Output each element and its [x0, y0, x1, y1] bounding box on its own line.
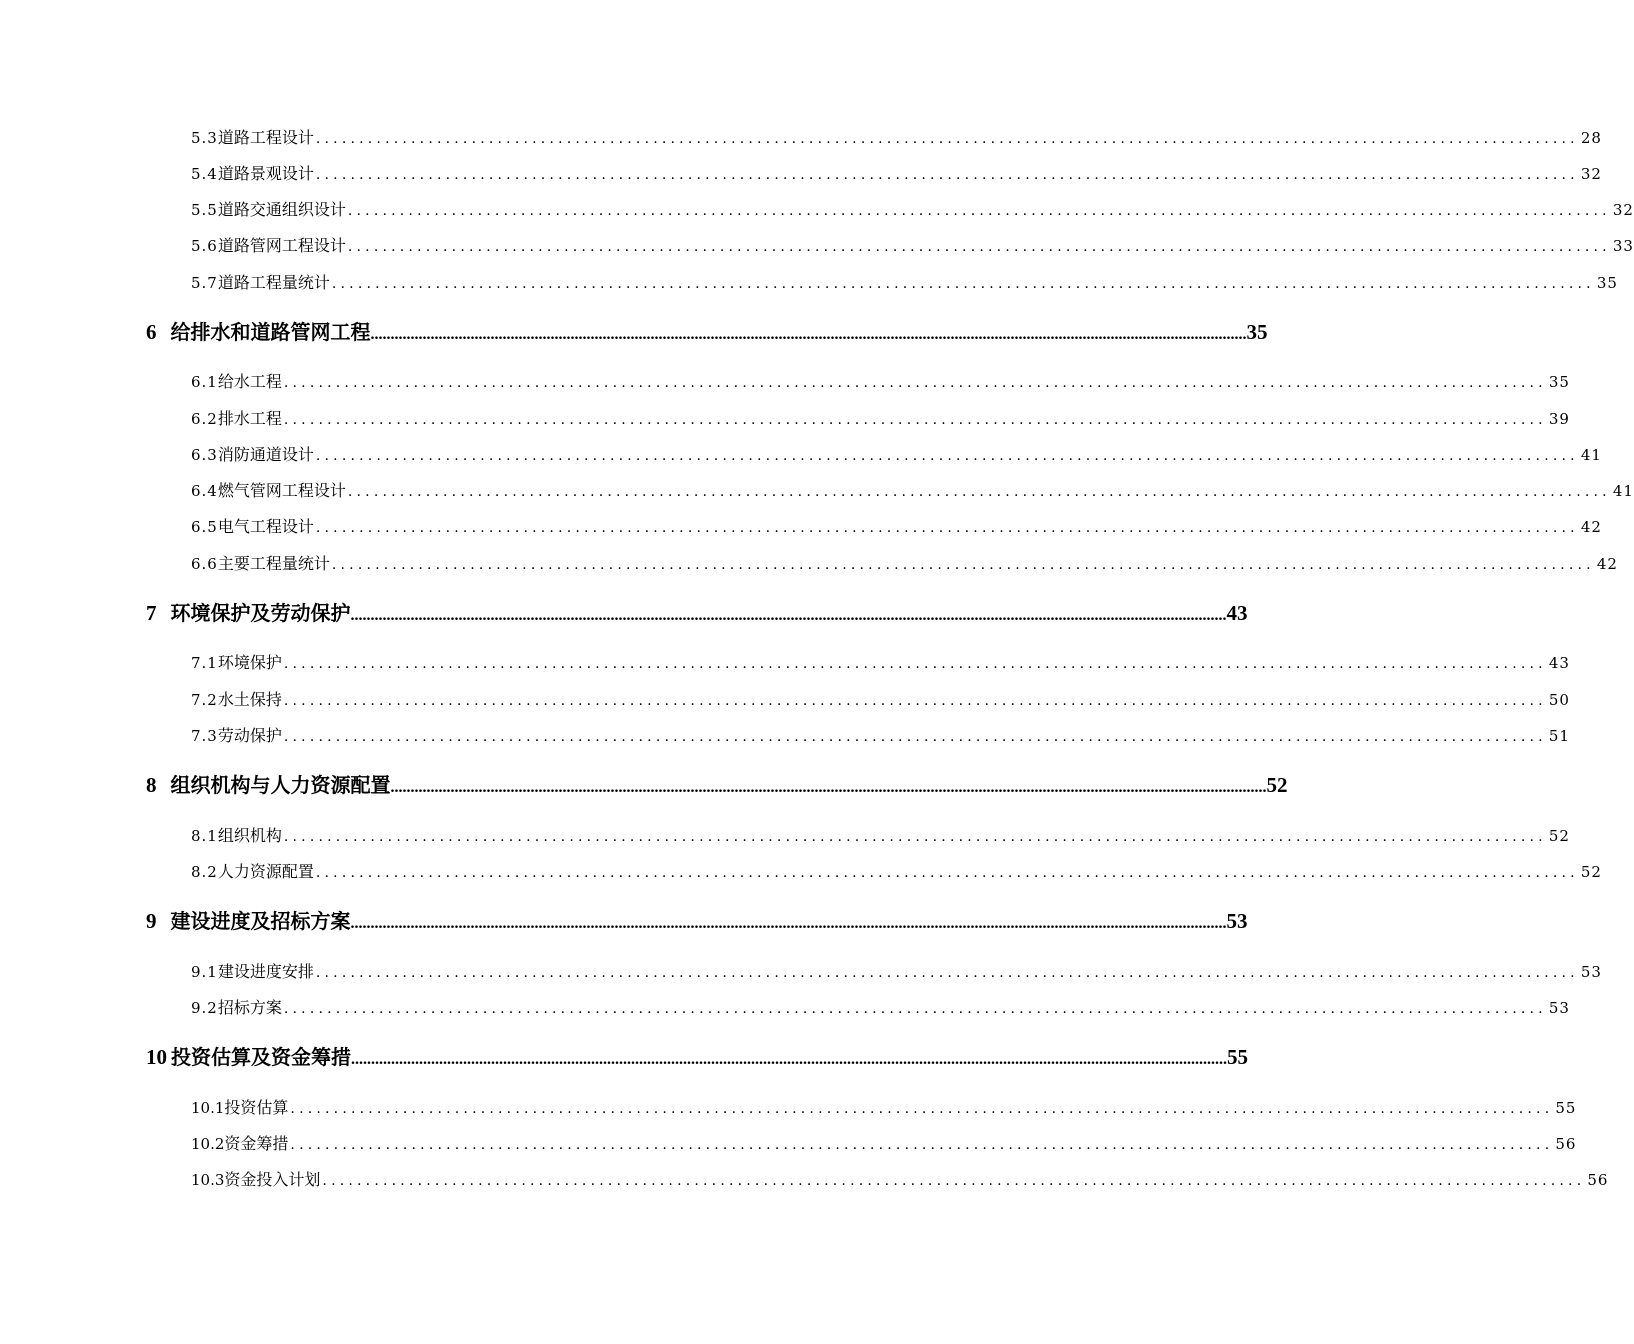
- toc-chapter-page: 43: [1226, 601, 1248, 625]
- dot-leader: ..................................................................................................................................................: [315, 965, 1579, 981]
- toc-entry-page: 56: [1587, 1171, 1609, 1189]
- toc-entry-page: 28: [1580, 129, 1602, 147]
- toc-entry-5-7[interactable]: [191, 272, 1618, 295]
- toc-chapter-number: 9: [146, 909, 157, 933]
- toc-entry-title: 组织机构: [217, 826, 282, 845]
- toc-entry-8-1[interactable]: [191, 825, 1570, 848]
- toc-entry-number: 5.5: [191, 201, 218, 219]
- toc-entry-page: 35: [1596, 274, 1618, 292]
- toc-entry-5-4[interactable]: [191, 163, 1602, 186]
- dot-leader: ..................................................................................................................................................: [283, 656, 1547, 672]
- dot-leader: ..................................................................................................................................................: [290, 1137, 1554, 1153]
- dot-leader: ..................................................................................................................................................: [331, 276, 1595, 292]
- toc-entry-number: 6.1: [191, 373, 218, 391]
- toc-entry-title: 人力资源配置: [217, 862, 314, 881]
- dot-leader: ..................................................................................................................................................: [283, 729, 1547, 745]
- toc-entry-number: 7.2: [191, 691, 218, 709]
- toc-entry-number: 6.5: [191, 518, 218, 536]
- dot-leader: ..................................................................................................................................................: [283, 829, 1547, 845]
- toc-chapter-title: 环境保护及劳动保护: [170, 601, 351, 625]
- toc-entry-10-1[interactable]: [191, 1097, 1577, 1120]
- toc-entry-number: 8.2: [191, 863, 218, 881]
- toc-entry-title: 主要工程量统计: [217, 554, 330, 573]
- toc-chapter-page: 52: [1266, 773, 1288, 797]
- toc-entry-page: 43: [1548, 654, 1570, 672]
- toc-entry-5-3[interactable]: [191, 127, 1602, 150]
- toc-entry-7-3[interactable]: [191, 725, 1570, 748]
- toc-entry-number: 5.6: [191, 237, 218, 255]
- toc-chapter-number: 10: [146, 1045, 167, 1069]
- dot-leader: ..................................................................................................................................................: [322, 1173, 1586, 1189]
- toc-chapter-title: 建设进度及招标方案: [170, 909, 351, 933]
- toc-entry-page: 41: [1612, 482, 1634, 500]
- dot-leader: ..................................................................................................................................................: [283, 375, 1547, 391]
- toc-entry-title: 资金投入计划: [224, 1170, 321, 1189]
- toc-chapter-number: 6: [146, 320, 157, 344]
- toc-entry-title: 资金筹措: [224, 1134, 289, 1153]
- toc-entry-page: 52: [1580, 863, 1602, 881]
- dot-leader: ...........................................................................................................................................................................................................................: [390, 779, 1267, 796]
- toc-entry-title: 电气工程设计: [217, 517, 314, 536]
- toc-entry-8-2[interactable]: [191, 861, 1602, 884]
- toc-entry-number: 5.4: [191, 165, 218, 183]
- toc-entry-number: 7.3: [191, 727, 218, 745]
- toc-chapter-page: 55: [1227, 1045, 1248, 1069]
- dot-leader: ...........................................................................................................................................................................................................................: [350, 915, 1227, 932]
- toc-entry-6-4[interactable]: [191, 480, 1634, 503]
- toc-entry-title: 劳动保护: [217, 726, 282, 745]
- dot-leader: ..................................................................................................................................................: [283, 1001, 1547, 1017]
- toc-entry-page: 42: [1596, 555, 1618, 573]
- toc-chapter-6[interactable]: [146, 318, 1268, 349]
- dot-leader: ..................................................................................................................................................: [331, 557, 1595, 573]
- dot-leader: ..................................................................................................................................................: [347, 484, 1611, 500]
- toc-entry-6-1[interactable]: [191, 371, 1570, 394]
- toc-entry-number: 6.4: [191, 482, 218, 500]
- toc-chapter-8[interactable]: [146, 771, 1288, 802]
- toc-entry-page: 52: [1548, 827, 1570, 845]
- toc-entry-page: 50: [1548, 691, 1570, 709]
- toc-entry-number: 10.1: [191, 1099, 225, 1117]
- toc-entry-6-5[interactable]: [191, 516, 1602, 539]
- toc-entry-page: 35: [1548, 373, 1570, 391]
- toc-entry-page: 51: [1548, 727, 1570, 745]
- toc-entry-page: 53: [1580, 963, 1602, 981]
- dot-leader: ..................................................................................................................................................: [315, 131, 1579, 147]
- dot-leader: ..................................................................................................................................................: [347, 239, 1611, 255]
- dot-leader: ...........................................................................................................................................................................................................................: [370, 326, 1247, 343]
- toc-entry-title: 道路管网工程设计: [217, 236, 346, 255]
- toc-chapter-number: 8: [146, 773, 157, 797]
- toc-entry-number: 6.3: [191, 446, 218, 464]
- toc-entry-page: 39: [1548, 410, 1570, 428]
- toc-entry-number: 5.3: [191, 129, 218, 147]
- toc-entry-9-2[interactable]: [191, 997, 1570, 1020]
- toc-entry-number: 7.1: [191, 654, 218, 672]
- toc-entry-number: 6.6: [191, 555, 218, 573]
- toc-entry-6-3[interactable]: [191, 444, 1602, 467]
- toc-entry-number: 5.7: [191, 274, 218, 292]
- toc-entry-title: 环境保护: [217, 653, 282, 672]
- dot-leader: ..................................................................................................................................................: [315, 865, 1579, 881]
- toc-entry-page: 56: [1555, 1135, 1577, 1153]
- toc-entry-5-5[interactable]: [191, 199, 1634, 222]
- dot-leader: ..................................................................................................................................................: [290, 1101, 1554, 1117]
- toc-entry-title: 道路工程量统计: [217, 273, 330, 292]
- toc-entry-number: 6.2: [191, 410, 218, 428]
- toc-entry-10-3[interactable]: [191, 1169, 1609, 1192]
- toc-chapter-page: 35: [1246, 320, 1268, 344]
- toc-entry-5-6[interactable]: [191, 235, 1634, 258]
- toc-chapter-title: 投资估算及资金筹措: [171, 1045, 351, 1069]
- toc-chapter-9[interactable]: [146, 907, 1248, 938]
- toc-entry-number: 9.2: [191, 999, 218, 1017]
- toc-entry-title: 招标方案: [217, 998, 282, 1017]
- toc-entry-page: 32: [1612, 201, 1634, 219]
- toc-entry-title: 排水工程: [217, 409, 282, 428]
- dot-leader: ..................................................................................................................................................: [283, 412, 1547, 428]
- toc-entry-number: 9.1: [191, 963, 218, 981]
- toc-entry-page: 42: [1580, 518, 1602, 536]
- dot-leader: ...........................................................................................................................................................................................................................: [351, 1051, 1227, 1068]
- dot-leader: ..................................................................................................................................................: [315, 520, 1579, 536]
- toc-chapter-7[interactable]: [146, 599, 1248, 630]
- toc-entry-page: 32: [1580, 165, 1602, 183]
- toc-entry-number: 10.3: [191, 1171, 225, 1189]
- toc-entry-title: 燃气管网工程设计: [217, 481, 346, 500]
- toc-entry-title: 给水工程: [217, 372, 282, 391]
- toc-chapter-number: 7: [146, 601, 157, 625]
- dot-leader: ...........................................................................................................................................................................................................................: [350, 607, 1227, 624]
- toc-entry-page: 55: [1555, 1099, 1577, 1117]
- toc-entry-title: 道路交通组织设计: [217, 200, 346, 219]
- toc-entry-9-1[interactable]: [191, 961, 1602, 984]
- toc-chapter-10[interactable]: [146, 1043, 1248, 1074]
- toc-entry-page: 33: [1612, 237, 1634, 255]
- toc-chapter-page: 53: [1226, 909, 1248, 933]
- toc-entry-title: 建设进度安排: [217, 962, 314, 981]
- toc-entry-7-1[interactable]: [191, 652, 1570, 675]
- toc-entry-title: 投资估算: [224, 1098, 289, 1117]
- toc-entry-title: 水土保持: [217, 690, 282, 709]
- toc-entry-number: 10.2: [191, 1135, 225, 1153]
- toc-entry-6-6[interactable]: [191, 553, 1618, 576]
- toc-entry-title: 道路景观设计: [217, 164, 314, 183]
- toc-chapter-title: 组织机构与人力资源配置: [170, 773, 391, 797]
- toc-entry-6-2[interactable]: [191, 408, 1570, 431]
- toc-chapter-title: 给排水和道路管网工程: [170, 320, 371, 344]
- dot-leader: ..................................................................................................................................................: [283, 693, 1547, 709]
- toc-entry-page: 53: [1548, 999, 1570, 1017]
- toc-entry-title: 消防通道设计: [217, 445, 314, 464]
- toc-entry-number: 8.1: [191, 827, 218, 845]
- toc-entry-title: 道路工程设计: [217, 128, 314, 147]
- toc-entry-7-2[interactable]: [191, 689, 1570, 712]
- dot-leader: ..................................................................................................................................................: [347, 203, 1611, 219]
- toc-entry-page: 41: [1580, 446, 1602, 464]
- dot-leader: ..................................................................................................................................................: [315, 167, 1579, 183]
- toc-entry-10-2[interactable]: [191, 1133, 1577, 1156]
- dot-leader: ..................................................................................................................................................: [315, 448, 1579, 464]
